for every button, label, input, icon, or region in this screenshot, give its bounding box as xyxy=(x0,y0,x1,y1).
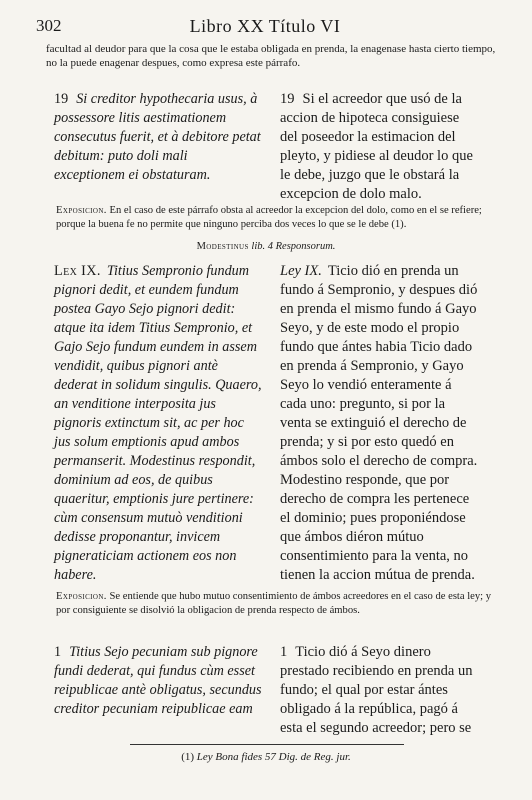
latin-lex-9 xyxy=(54,262,262,585)
spanish-text-19: Si el acreedor que usó de la accion de hipoteca consiguiese del poseedor la estimacion del pleyto, y pidiese al deudor lo que le debe, juzgo que le obstará la excepcion de dolo malo. xyxy=(280,91,473,202)
exposition-text: En el caso de este párrafo obsta al acreedor la excepcion del dolo, como en el se refiere; porque la buena fe no permite que ninguno perciba dos veces lo que se le debe (1). xyxy=(56,205,482,230)
exposition-2 xyxy=(56,590,498,618)
latin-number-19: 19 xyxy=(54,91,69,107)
spanish-ley-9 xyxy=(280,262,480,585)
carryover-paragraph: facultad al deudor para que la cosa que le estaba obligada en prenda, la enagenase hasta cierto tiempo, no la puede enagenar despues, como expresa este párrafo. xyxy=(46,43,496,69)
latin-paragraph-1 xyxy=(54,643,262,719)
latin-text-19: Si creditor hypothecaria usus, à possessore litis aestimationem consecutus fuerit, et à debitore petat debitum: puto doli mali exceptionem ei obstaturam. xyxy=(54,91,261,183)
source-work: lib. 4 Responsorum. xyxy=(251,241,336,252)
exposition-text: Se entiende que hubo mutuo consentimiento de ámbos acreedores en el caso de esta ley; y por consiguiente se disolvió la obligacion de prenda respecto de ámbos. xyxy=(56,591,492,616)
spanish-number-19: 19 xyxy=(280,91,295,107)
latin-text-1: Titius Sejo pecuniam sub pignore fundi dederat, qui fundus cùm esset reipublicae antè obligatus, secundus creditor pecuniam reipublicae eam xyxy=(54,644,262,717)
page-number: 302 xyxy=(36,16,62,35)
ley-heading: Ley IX. xyxy=(280,263,322,279)
spanish-paragraph-1 xyxy=(280,643,480,738)
running-head: Libro XX Título VI xyxy=(189,16,341,36)
latin-paragraph-19 xyxy=(54,90,262,185)
exposition-label: Exposicion. xyxy=(56,205,107,216)
footnote-rule xyxy=(130,744,404,745)
exposition-1 xyxy=(56,204,498,232)
spanish-paragraph-19 xyxy=(280,90,480,204)
exposition-label: Exposicion. xyxy=(56,591,107,602)
footnote-text: Ley Bona fides 57 Dig. de Reg. jur. xyxy=(196,751,351,763)
ley-text: Ticio dió en prenda un fundo á Sempronio, y despues dió en prenda el mismo fundo á Gayo Seyo, y de este modo el propio fundo que ántes habia Ticio dado en prenda á Sempronio, y Gayo Seyo lo vendió enteramente á cada uno: pregunto, si por la venta se extinguió el derecho de prenda; y si por esto quedó en ámbos solo el derecho de compra. Modestino responde, que por derecho de compra les pertenece el dominio; pues proponiéndose que ámbos diéron mútuo consentimiento para la venta, no tienen la accion mútua de prenda. xyxy=(280,263,478,583)
spanish-number-1: 1 xyxy=(280,644,288,660)
page-header xyxy=(36,16,494,42)
lex-text: Titius Sempronio fundum pignori dedit, et eundem fundum postea Gayo Sejo pignori dedit: atque ita idem Titius Sempronio, et Gajo Sejo fundum eundem in assem vendidit, quibus pignori antè dederat in solidum singulis. Quaero, an venditione interposita jus pignoris extinctum sit, ac per hoc jus solum emptionis apud ambos permanserit. Modestinus respondit, dominium ad eos, de quibus quaeritur, emptionis jure pertinere: cùm consensum mutuò venditioni dedisse proponantur, invicem pigneraticiam actionem eos non habere. xyxy=(54,263,262,583)
lex-heading: Lex IX. xyxy=(54,263,101,279)
latin-number-1: 1 xyxy=(54,644,62,660)
source-citation xyxy=(0,241,532,252)
source-author: Modestinus xyxy=(196,241,249,252)
footnote-marker: (1) xyxy=(181,751,195,763)
spanish-text-1: Ticio dió á Seyo dinero prestado recibiendo en prenda un fundo; el qual por estar ántes obligado á la república, pagó á esta el segundo acreedor; pero se xyxy=(280,644,473,736)
footnote xyxy=(0,751,532,763)
